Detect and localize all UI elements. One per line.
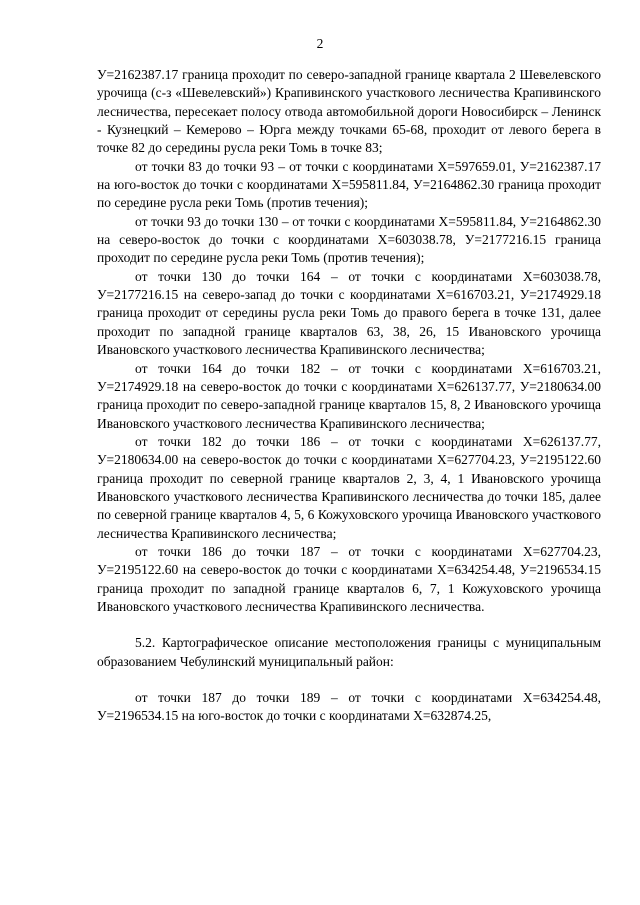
paragraph-segment-93-130: от точки 93 до точки 130 – от точки с координатами Х=595811.84, У=2164862.30 на северо-восток до точки с координатами Х=603038.78, У=2177216.15 граница проходит по середине русла реки Томь (против течения);	[97, 213, 601, 266]
section-heading: 5.2. Картографическое описание местоположения границы с муниципальным образованием Чебулинский муниципальный район:	[97, 635, 601, 669]
page-number: 2	[316, 36, 324, 51]
paragraph-segment-164-182: от точки 164 до точки 182 – от точки с координатами Х=616703.21, У=2174929.18 на северо-восток до точки с координатами Х=626137.77, У=2180634.00 граница проходит по северо-западной границе кварталов 15, 8, 2 Ивановского урочища Ивановского участкового лесничества Крапивинского лесничества;	[97, 360, 601, 431]
paragraph-segment-130-164: от точки 130 до точки 164 – от точки с координатами Х=603038.78, У=2177216.15 на северо-запад до точки с координатами Х=616703.21, У=2174929.18 граница проходит от середины русла реки Томь до правого берега в точке 131, далее проходит по западной границе кварталов 63, 38, 26, 15 Ивановского урочища Ивановского участкового лесничества Крапивинского лесничества;	[97, 268, 601, 358]
document-body	[97, 66, 601, 726]
paragraph-segment-187-189: от точки 187 до точки 189 – от точки с координатами Х=634254.48, У=2196534.15 на юго-восток до точки с координатами Х=632874.25,	[97, 690, 601, 724]
paragraph-segment-182-186: от точки 182 до точки 186 – от точки с координатами Х=626137.77, У=2180634.00 на северо-восток до точки с координатами Х=627704.23, У=2195122.60 граница проходит по северной границе кварталов 2, 3, 4, 1 Ивановского урочища Ивановского участкового лесничества Крапивинского лесничества до точки 185, далее по северной границе кварталов 4, 5, 6 Кожуховского урочища Ивановского участкового лесничества Крапивинского лесничества;	[97, 433, 601, 541]
paragraph-segment-186-187: от точки 186 до точки 187 – от точки с координатами Х=627704.23, У=2195122.60 на северо-восток до точки с координатами Х=634254.48, У=2196534.15 граница проходит по западной границе кварталов 6, 7, 1 Кожуховского урочища Ивановского участкового лесничества Крапивинского лесничества.	[97, 543, 601, 614]
paragraph-continuation: У=2162387.17 граница проходит по северо-западной границе квартала 2 Шевелевского урочища (с-з «Шевелевский») Крапивинского участкового лесничества Крапивинского лесничества, пересекает полосу отвода автомобильной дороги Новосибирск – Ленинск - Кузнецкий – Кемерово – Юрга между точками 65-68, проходит от левого берега в точке 82 до середины русла реки Томь в точке 83;	[97, 67, 601, 156]
paragraph-segment-83-93: от точки 83 до точки 93 – от точки с координатами Х=597659.01, У=2162387.17 на юго-восток до точки с координатами Х=595811.84, У=2164862.30 граница проходит по середине русла реки Томь (против течения);	[97, 158, 601, 211]
